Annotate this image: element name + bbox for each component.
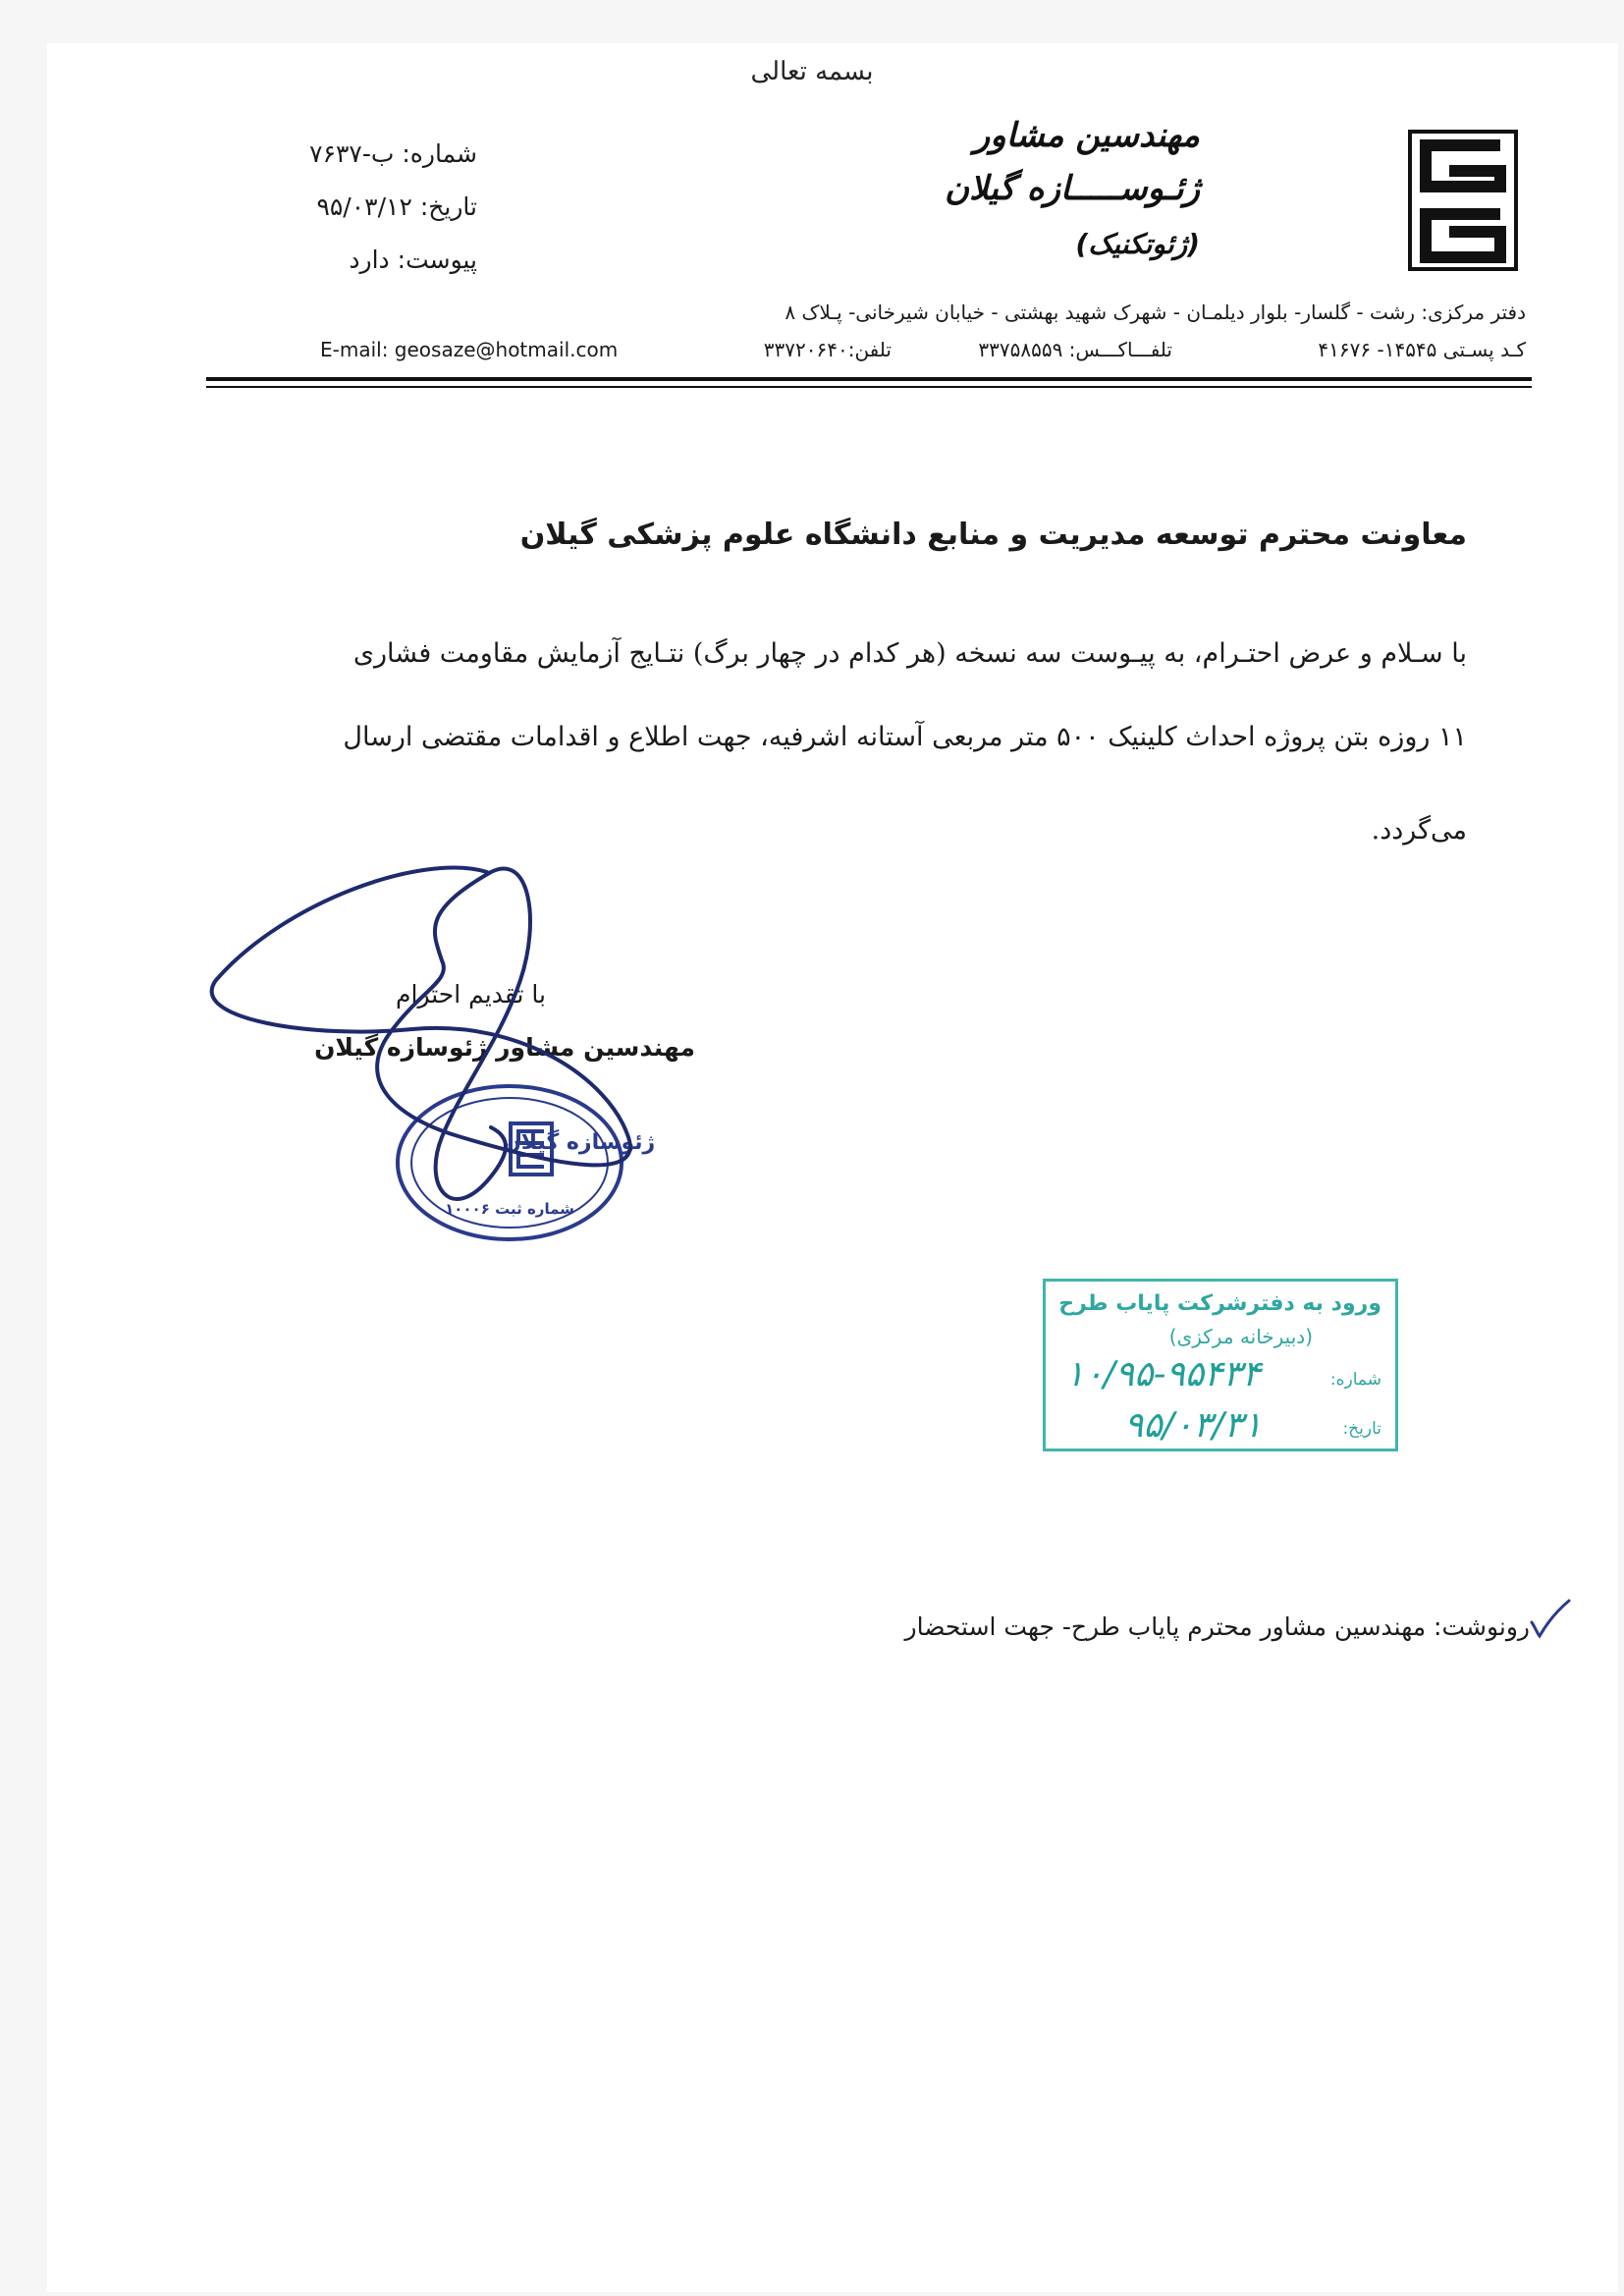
email-address: E-mail: geosaze@hotmail.com <box>320 338 619 361</box>
letter-attachment <box>349 246 477 274</box>
letter-number-value: ب-۷۶۳۷ <box>309 139 395 168</box>
company-name: مهندسین مشاور <box>973 116 1200 155</box>
receipt-subtitle: (دبیرخانه مرکزی) <box>1168 1325 1313 1348</box>
receipt-number-value: ۱۰/۹۵-۹۵۴۳۴ <box>1065 1354 1262 1394</box>
contact-line <box>320 338 1526 367</box>
seal-registration-text: شماره ثبت ۱۰۰۰۶ <box>445 1200 574 1218</box>
signer-name: مهندسین مشاور ژئوسازه گیلان <box>314 1033 695 1062</box>
phone-number: تلفن:۳۳۷۲۰۶۴۰ <box>763 338 892 361</box>
body-line-2: ۱۱ روزه بتن پروژه احداث کلینیک ۵۰۰ متر مربعی آستانه اشرفیه، جهت اطلاع و اقدامات مقتضی ارسال <box>343 722 1467 752</box>
header-divider <box>206 377 1532 381</box>
letter-number-label: شماره: <box>402 139 477 168</box>
company-subname: ژئـوســـــازه گیلان <box>945 169 1200 208</box>
closing-text: با تقدیم احترام <box>396 980 546 1009</box>
header-divider-thin <box>206 386 1532 388</box>
letter-attachment-label: پیوست: <box>397 246 477 274</box>
company-logo-icon <box>1406 128 1520 273</box>
body-line-1: با سـلام و عرض احتـرام، به پیـوست سه نسخه (هر کدام در چهار برگ) نتـایج آزمایش مقاومت فشاری <box>352 638 1467 669</box>
carbon-copy-line: رونوشت: مهندسین مشاور محترم پایاب طرح- جهت استحضار <box>904 1613 1530 1641</box>
seal-company-text: ژئوسازه گیلان <box>503 1130 656 1155</box>
receipt-date-value: ۹۵/۰۳/۳۱ <box>1124 1405 1263 1446</box>
letter-number <box>309 139 477 168</box>
fax-number: تلفـــاکـــس: ۳۳۷۵۸۵۵۹ <box>978 338 1172 361</box>
letter-attachment-value: دارد <box>349 246 390 274</box>
invocation-text: بسمه تعالی <box>750 57 874 86</box>
company-seal <box>393 1080 656 1245</box>
postal-code: کـد پسـتی ۱۴۵۴۵- ۴۱۶۷۶ <box>1318 338 1526 361</box>
body-line-3: می‌گردد. <box>1371 815 1467 846</box>
company-tag: (ژئوتکنیک) <box>1075 228 1200 260</box>
receipt-number-label: شماره: <box>1329 1370 1381 1390</box>
letter-date-value: ۹۵/۰۳/۱۲ <box>316 192 412 221</box>
receipt-title: ورود به دفترشرکت پایاب طرح <box>1058 1291 1381 1316</box>
office-address: دفتر مرکزی: رشت - گلسار- بلوار دیلمـان - شهرک شهید بهشتی - خیابان شیرخانی- پـلاک ۸ <box>785 301 1526 324</box>
recipient-line: معاونت محترم توسعه مدیریت و منابع دانشگاه علوم پزشکی گیلان <box>519 518 1467 552</box>
letter-date-label: تاریخ: <box>419 192 477 221</box>
letter-date <box>316 192 477 221</box>
checkmark-icon <box>1528 1597 1571 1640</box>
receipt-date-label: تاریخ: <box>1342 1419 1381 1439</box>
receipt-stamp <box>1043 1279 1398 1451</box>
